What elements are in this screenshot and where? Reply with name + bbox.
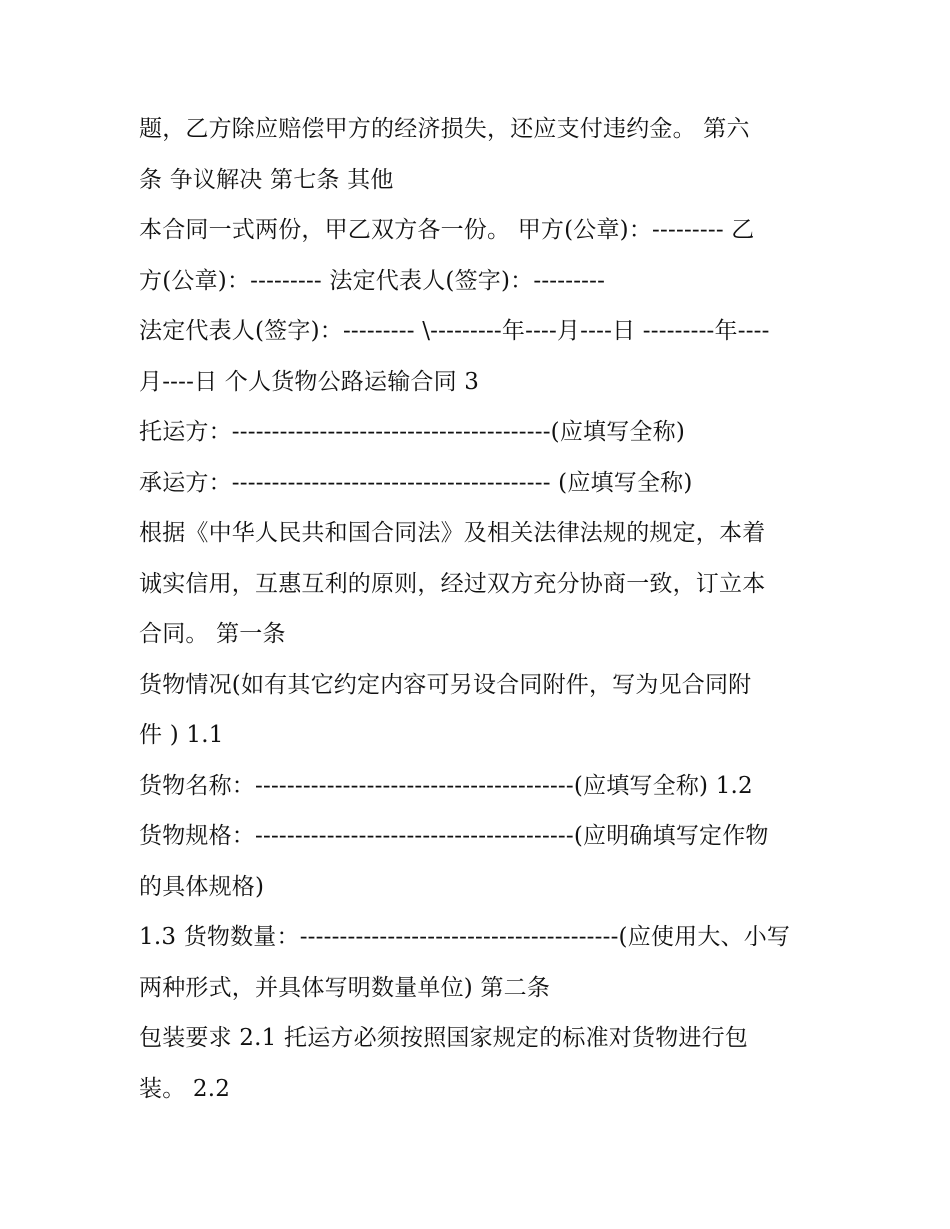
text-line: 装。 2.2 (139, 1075, 231, 1102)
text-line: 的具体规格) (139, 873, 265, 900)
text-line: 件 ) 1.1 (139, 722, 224, 748)
text-line: 合同。 第一条 (139, 621, 286, 647)
text-line: 货物情况(如有其它约定内容可另设合同附件，写为见合同附 (139, 671, 752, 698)
text-line: 根据《中华人民共和国合同法》及相关法律法规的规定，本着 (139, 520, 766, 546)
document-body (139, 104, 819, 1114)
text-line: 托运方：----------------------------------------(应填写全称) (139, 419, 686, 445)
text-line: 1.3 货物数量：----------------------------------------(应使用大、小写 (139, 924, 791, 950)
text-line: 方(公章)：--------- 法定代表人(签字)：--------- (139, 267, 606, 294)
text-line: 货物名称：----------------------------------------(应填写全称) 1.2 (139, 772, 753, 799)
text-line: 货物规格：----------------------------------------(应明确填写定作物 (139, 823, 769, 849)
text-line: 包装要求 2.1 托运方必须按照国家规定的标准对货物进行包 (139, 1025, 748, 1051)
text-line: 题，乙方除应赔偿甲方的经济损失，还应支付违约金。 第六 (139, 116, 750, 142)
text-line: 月----日 个人货物公路运输合同 3 (139, 368, 480, 395)
text-line: 两种形式，并具体写明数量单位) 第二条 (139, 974, 551, 1001)
text-line: 条 争议解决 第七条 其他 (139, 166, 394, 193)
text-line: 承运方：---------------------------------------- (应填写全称) (139, 469, 693, 496)
text-line: 本合同一式两份，甲乙双方各一份。 甲方(公章)：--------- 乙 (139, 217, 755, 243)
text-line: 法定代表人(签字)：--------- \---------年----月----日 ---------年---- (139, 318, 770, 344)
text-line: 诚实信用，互惠互利的原则，经过双方充分协商一致，订立本 (139, 570, 766, 597)
